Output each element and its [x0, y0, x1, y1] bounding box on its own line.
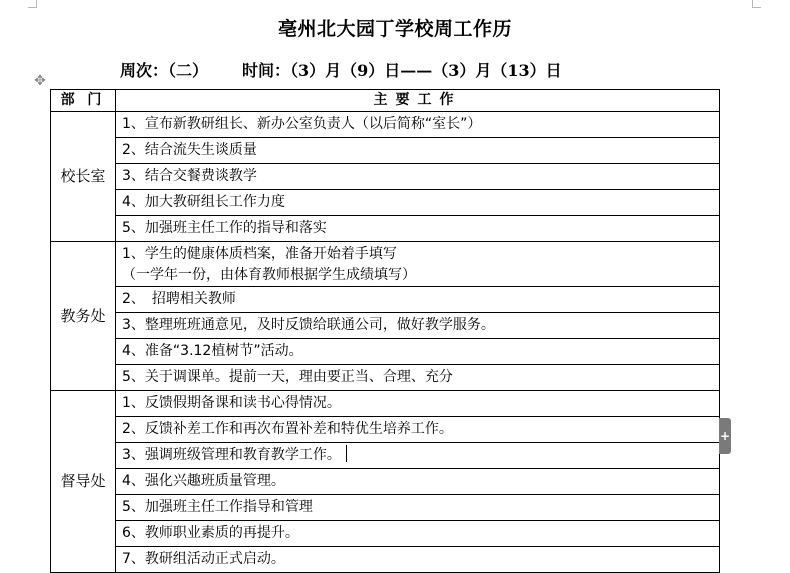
work-item-text: 3、强调班级管理和教育教学工作。 [122, 447, 341, 463]
page-corner-mark-right [752, 0, 761, 8]
time-range: 时间：（3）月（9）日——（3）月（13）日 [242, 61, 562, 80]
table-row [51, 216, 720, 242]
table-row [51, 443, 720, 469]
table-row [51, 495, 720, 521]
work-item[interactable]: 5、加强班主任工作指导和管理 [116, 495, 720, 521]
work-item[interactable]: 3、整理班班通意见，及时反馈给联通公司，做好教学服务。 [116, 313, 720, 339]
work-item[interactable]: 1、反馈假期备课和读书心得情况。 [116, 391, 720, 417]
work-item[interactable]: 2、 招聘相关教师 [116, 287, 720, 313]
table-row [51, 138, 720, 164]
work-item[interactable]: 7、教研组活动正式启动。 [116, 547, 720, 573]
text-cursor [346, 445, 347, 462]
table-header-row [51, 90, 720, 112]
table-row [51, 242, 720, 287]
table-row [51, 112, 720, 138]
work-schedule-table [50, 89, 720, 573]
work-item[interactable]: 6、教师职业素质的再提升。 [116, 521, 720, 547]
dept-principal-office: 校长室 [51, 112, 116, 242]
work-item-active[interactable] [116, 443, 720, 469]
work-item[interactable]: 2、结合流失生谈质量 [116, 138, 720, 164]
table-row [51, 547, 720, 573]
add-row-tab[interactable]: + [719, 418, 731, 454]
work-item[interactable]: 4、准备“3.12植树节”活动。 [116, 339, 720, 365]
table-row [51, 469, 720, 495]
work-item[interactable] [116, 242, 720, 287]
move-icon[interactable]: ✥ [34, 73, 46, 89]
work-item[interactable]: 3、结合交餐费谈教学 [116, 164, 720, 190]
table-row [51, 287, 720, 313]
table-row [51, 313, 720, 339]
dept-academic-affairs: 教务处 [51, 242, 116, 391]
work-item[interactable]: 4、强化兴趣班质量管理。 [116, 469, 720, 495]
table-row [51, 417, 720, 443]
table-row [51, 521, 720, 547]
column-header-work: 主要工作 [116, 90, 720, 112]
table-row [51, 339, 720, 365]
column-header-dept: 部 门 [51, 90, 116, 112]
table-row [51, 391, 720, 417]
week-info [120, 58, 562, 81]
table-row [51, 164, 720, 190]
page-title: 亳州北大园丁学校周工作历 [277, 18, 512, 40]
page-corner-mark-left [28, 0, 37, 8]
work-item[interactable]: 1、宣布新教研组长、新办公室负责人（以后简称“室长”） [116, 112, 720, 138]
table-row [51, 190, 720, 216]
work-item-line: （一学年一份，由体育教师根据学生成绩填写） [122, 267, 416, 283]
work-item[interactable]: 4、加大教研组长工作力度 [116, 190, 720, 216]
work-item[interactable]: 2、反馈补差工作和再次布置补差和特优生培养工作。 [116, 417, 720, 443]
work-item-line: 1、学生的健康体质档案，准备开始着手填写 [122, 246, 397, 262]
work-item[interactable]: 5、加强班主任工作的指导和落实 [116, 216, 720, 242]
table-row [51, 365, 720, 391]
work-item[interactable]: 5、关于调课单。提前一天，理由要正当、合理、充分 [116, 365, 720, 391]
week-number: 周次：（二） [120, 61, 209, 80]
dept-supervision-office: 督导处 [51, 391, 116, 573]
